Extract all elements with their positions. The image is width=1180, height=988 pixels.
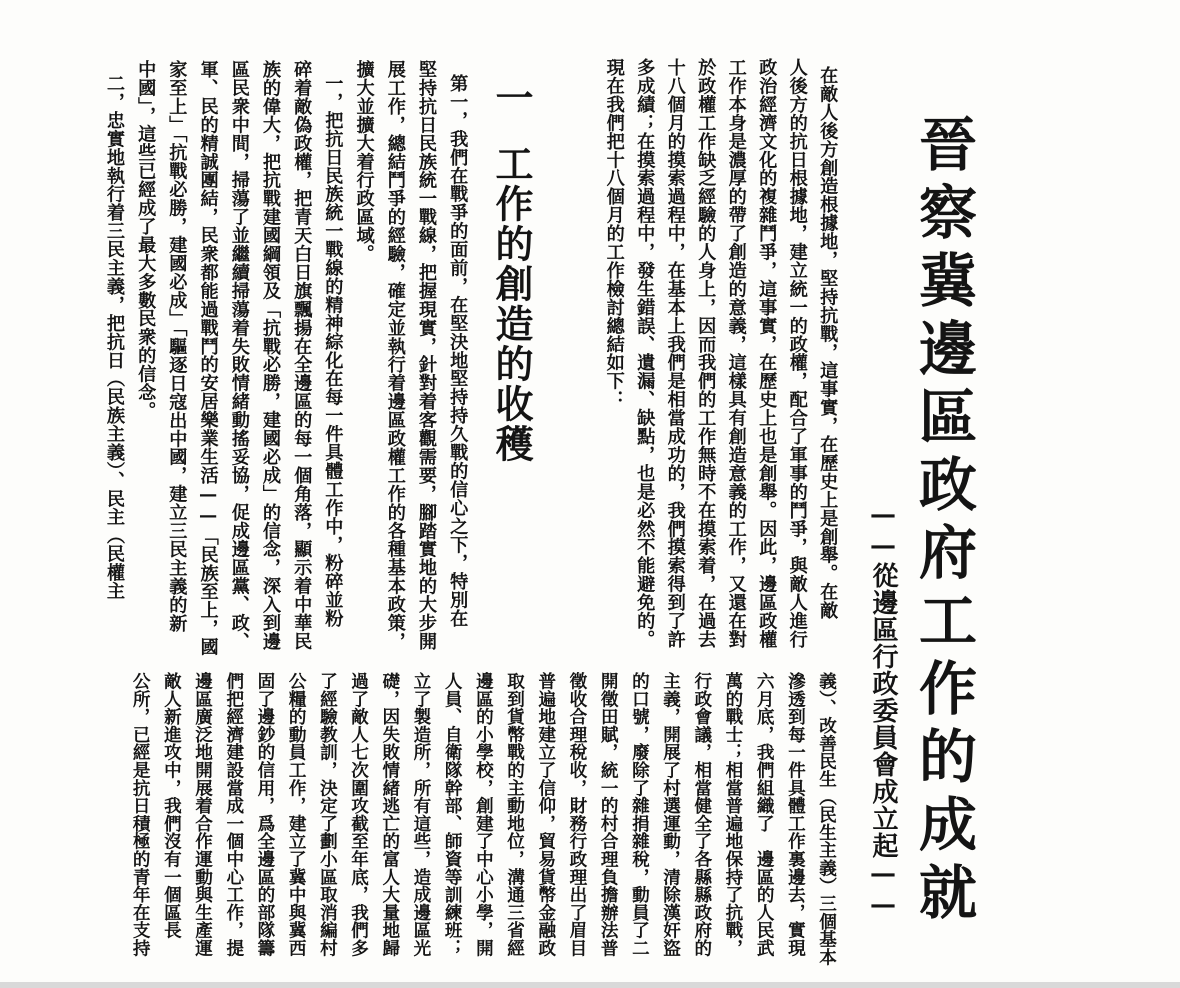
lower-columns-line: 行政會議，相當健全了各縣縣政府的	[691, 672, 713, 957]
section-heading	[489, 78, 534, 464]
lower-columns-line: 了經驗教訓，決定了劃小區取消編村	[317, 672, 339, 957]
page-bottom-edge	[0, 982, 1180, 988]
article-subtitle: ——從邊區行政委員會成立起——	[868, 500, 898, 921]
intro-columns-line: 人後方的抗日根據地，建立統一的政權，配合了軍事的鬥爭，與敵人進行	[786, 58, 808, 649]
intro-columns-line: 現在我們把十八個月的工作檢討總結如下：	[603, 58, 625, 409]
lower-columns-line: 主義，開展了村選運動，清除漢奸盜	[660, 672, 682, 957]
section-columns-line: 展工作，總結鬥爭的經驗，確定並執行着邊區政權工作的各種基本政策，	[384, 60, 406, 651]
section-columns-line: 軍、民的精誠團結，民衆都能過戰鬥的安居樂業生活——「民族至上，國	[197, 60, 219, 656]
lower-columns-line: 固了邊鈔的信用，爲全邊區的部隊籌	[254, 672, 276, 957]
lower-columns-line: 邊區的小學校，創建了中心小學，開	[473, 672, 495, 957]
intro-columns-line: 多成績；在摸索過程中，發生錯誤、遺漏、缺點，也是必然不能避免的。	[634, 58, 656, 649]
intro-columns-line: 在敵人後方創造根據地，堅持抗戰，這事實，在歷史上是創舉。在敵	[817, 66, 839, 620]
lower-columns-line: 礎，因失敗情緒逃亡的富人大量地歸	[379, 672, 401, 957]
intro-columns-line: 政治經濟文化的複雜鬥爭，這事實，在歷史上也是創舉。因此，邊區政權	[756, 58, 778, 649]
section-columns-line: 區民衆中間，掃蕩了並繼續掃蕩着失敗情緒動搖妥協，促成邊區黨、政、	[228, 60, 250, 651]
lower-columns-line: 公所，已經是抗日積極的青年在支持	[130, 672, 152, 957]
lower-columns-line: 義）、改善民生（民生主義）三個基本	[816, 672, 838, 966]
section-columns-line: 堅持抗日民族統一戰線，把握現實，針對着客觀需要，腳踏實地的大步開	[416, 60, 437, 651]
lower-columns-line: 普遍地建立了信仰，貿易貨幣金融政	[535, 672, 557, 957]
lower-columns-line: 開徵田賦，統一的村合理負擔辦法普	[598, 672, 620, 957]
intro-columns-line: 於政權工作缺乏經驗的人身上，因而我們的工作無時不在摸索着，在過去	[695, 58, 717, 649]
section-columns-line: 中國」，這些已經成了最大多數民衆的信念。	[135, 60, 157, 420]
section-columns-line: 二，忠實地執行着三民主義，把抗日（民族主義）、民主（民權主	[104, 74, 125, 600]
intro-columns-line: 十八個月的摸索過程中，在基本上我們是相當成功的，我們摸索得到了許	[664, 58, 686, 649]
lower-columns-line: 的口號，廢除了雜捐雜稅，動員了二	[629, 672, 651, 957]
lower-columns-line: 六月底，我們組織了 邊區的人民武	[754, 672, 776, 957]
lower-columns-line: 取到貨幣戰的主動地位，溝通三省經	[504, 672, 526, 957]
intro-columns-line: 工作本身是濃厚的帶了創造的意義，這樣具有創造意義的工作，又還在對	[725, 58, 747, 649]
lower-columns-line: 邊區廣泛地開展着合作運動與生產運	[192, 672, 214, 957]
lower-columns-line: 人員、自衛隊幹部、師資等訓練班；	[442, 672, 464, 957]
lower-columns-line: 徵收合理稅收，財務行政理出了眉目	[566, 672, 588, 957]
lower-columns-line: 立了製造所，所有這些，造成邊區光	[410, 672, 432, 957]
article-title: 晉察冀邊區政府工作的成就	[909, 114, 977, 930]
section-columns-line: 擴大並擴大着行政區域。	[353, 60, 375, 263]
section-heading-text: 工作的創造的收穫	[489, 144, 534, 464]
section-columns-line: 第一，我們在戰爭的面前，在堅決地堅持持久戰的信心之下，特別在	[447, 74, 469, 628]
lower-columns-line: 過了敵人七次圍攻截至年底，我們多	[348, 672, 370, 957]
section-number: 一	[489, 78, 534, 118]
lower-columns-line: 們把經濟建設當成一個中心工作，提	[223, 672, 245, 957]
lower-columns-line: 公糧的動員工作，建立了冀中與冀西	[286, 672, 308, 957]
section-columns-line: 族的偉大，把抗戰建國綱領及「抗戰必勝，建國必成」的信念，深入到邊	[260, 60, 281, 651]
section-columns-line: 一，把抗日民族統一戰線的精神綜化在每一件具體工作中，粉碎並粉	[322, 74, 344, 628]
lower-columns-line: 萬的戰士；相當普遍地保持了抗戰，	[722, 672, 744, 957]
lower-columns-line: 滲透到每一件具體工作裏邊去，實現	[785, 672, 807, 957]
lower-columns-line: 敵人新進攻中，我們沒有一個區長	[161, 672, 183, 939]
section-columns-line: 碎着敵偽政權，把青天白日旗飄揚在全邊區的每一個角落，顯示着中華民	[291, 60, 313, 651]
section-columns-line: 家至上」「抗戰必勝，建國必成」「驅逐日寇出中國，建立三民主義的新	[166, 60, 188, 633]
